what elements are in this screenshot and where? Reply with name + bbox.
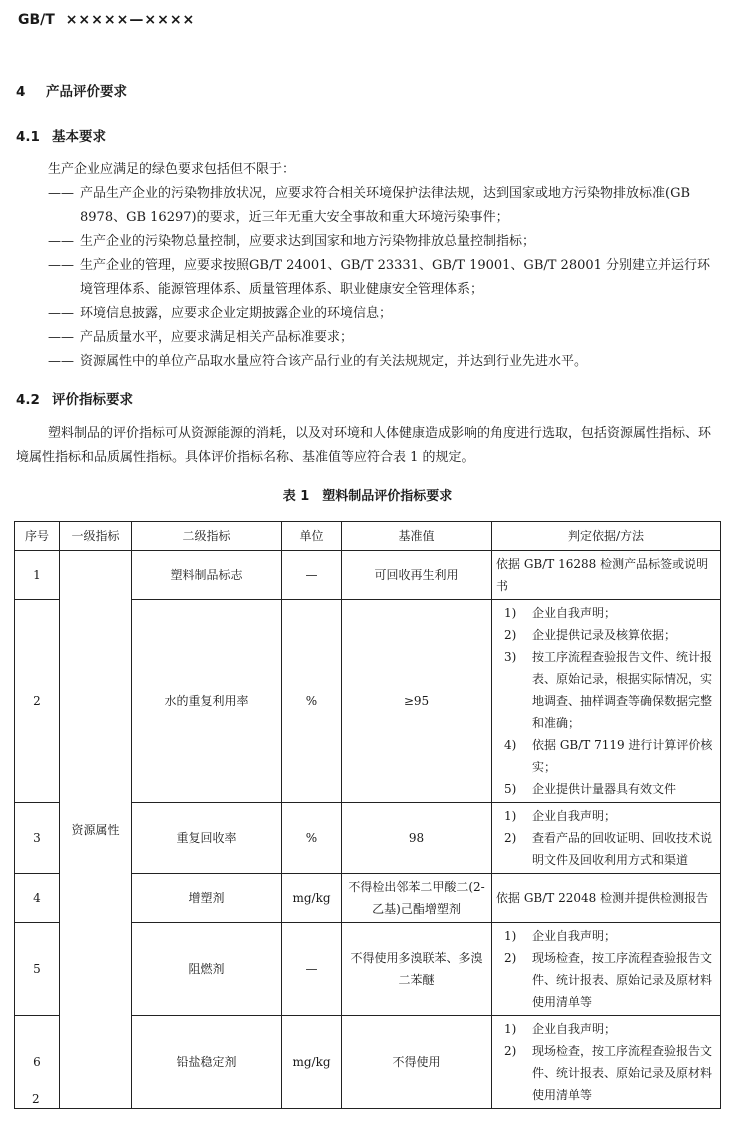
cell-value: 不得使用 [342, 1016, 492, 1109]
method-text: 企业自我声明； [532, 1022, 617, 1036]
section-title: 评价指标要求 [52, 392, 133, 408]
standard-code: ×××××—×××× [65, 12, 196, 28]
evaluation-paragraph: 塑料制品的评价指标可从资源能源的消耗，以及对环境和人体健康造成影响的角度进行选取，包括资源属性指标、环境属性指标和品质属性指标。具体评价指标名称、基准值等应符合表 1 的规定。 [16, 426, 712, 465]
cell-unit: — [282, 551, 342, 600]
page-header [18, 12, 195, 28]
basic-requirements [16, 158, 720, 374]
section-4-2-heading [16, 388, 133, 408]
header-no: 序号 [15, 522, 60, 551]
table-row [15, 551, 721, 600]
dash-marker: —— [48, 306, 74, 321]
method-item [496, 827, 716, 871]
table-header-row [15, 522, 721, 551]
table-caption: 表 1 塑料制品评价指标要求 [282, 489, 453, 504]
method-text: 企业自我声明； [532, 606, 617, 620]
requirement-text: 资源属性中的单位产品取水量应符合该产品行业的有关法规规定，并达到行业先进水平。 [80, 354, 588, 369]
header-level2: 二级指标 [132, 522, 282, 551]
cell-no: 2 [15, 600, 60, 803]
requirement-text: 产品质量水平，应要求满足相关产品标准要求； [80, 330, 354, 345]
cell-no: 1 [15, 551, 60, 600]
requirement-text: 产品生产企业的污染物排放状况，应要求符合相关环境保护法律法规，达到国家或地方污染物排放标准(GB 8978、GB 16297)的要求，近三年无重大安全事故和重大环境污染事件； [80, 186, 691, 225]
requirement-item [16, 230, 720, 254]
cell-unit: — [282, 923, 342, 1016]
dash-marker: —— [48, 354, 74, 369]
cell-name: 塑料制品标志 [132, 551, 282, 600]
section-4-1-heading [16, 125, 106, 145]
method-text: 现场检查，按工序流程查验报告文件、统计报表、原始记录及原材料使用清单等 [532, 951, 713, 1009]
requirement-text: 生产企业的管理，应要求按照GB/T 24001、GB/T 23331、GB/T 19001、GB/T 28001 分别建立并运行环境管理体系、能源管理体系、质量管理体系、职业健康安全管理体系； [80, 258, 711, 297]
cell-unit: % [282, 803, 342, 874]
method-number: 2) [504, 831, 517, 845]
cell-method [492, 1016, 721, 1109]
cell-unit: mg/kg [282, 874, 342, 923]
requirement-text: 生产企业的污染物总量控制，应要求达到国家和地方污染物排放总量控制指标； [80, 234, 536, 249]
cell-name: 铅盐稳定剂 [132, 1016, 282, 1109]
cell-name: 阻燃剂 [132, 923, 282, 1016]
header-unit: 单位 [282, 522, 342, 551]
cell-value: 可回收再生利用 [342, 551, 492, 600]
method-number: 4) [504, 738, 517, 752]
method-number: 2) [504, 951, 517, 965]
section-4-heading [16, 80, 127, 100]
cell-value: 不得检出邻苯二甲酸二(2-乙基)己酯增塑剂 [342, 874, 492, 923]
method-number: 1) [504, 606, 517, 620]
cell-level1-group: 资源属性 [60, 551, 132, 1109]
method-text: 现场检查，按工序流程查验报告文件、统计报表、原始记录及原材料使用清单等 [532, 1044, 713, 1102]
cell-unit: % [282, 600, 342, 803]
method-item [496, 734, 716, 778]
method-item [496, 947, 716, 1013]
dash-marker: —— [48, 258, 74, 273]
section-number: 4 [16, 84, 26, 100]
requirement-item [16, 350, 720, 374]
cell-value: 不得使用多溴联苯、多溴二苯醚 [342, 923, 492, 1016]
requirement-item [16, 326, 720, 350]
method-number: 3) [504, 650, 517, 664]
requirement-item [16, 182, 720, 230]
cell-value: ≥95 [342, 600, 492, 803]
header-level1: 一级指标 [60, 522, 132, 551]
method-number: 2) [504, 628, 517, 642]
cell-name: 增塑剂 [132, 874, 282, 923]
method-text: 企业自我声明； [532, 929, 617, 943]
method-item [496, 624, 716, 646]
method-item [496, 1018, 716, 1040]
standard-prefix: GB/T [18, 12, 55, 28]
method-text: 查看产品的回收证明、回收技术说明文件及回收利用方式和渠道 [532, 831, 713, 867]
method-number: 1) [504, 809, 517, 823]
section-number: 4.1 [16, 129, 40, 145]
evaluation-paragraph-block [16, 422, 720, 470]
section-title: 产品评价要求 [46, 84, 127, 100]
cell-method [492, 923, 721, 1016]
cell-no: 4 [15, 874, 60, 923]
evaluation-table [14, 521, 721, 1109]
cell-no: 3 [15, 803, 60, 874]
method-text: 企业提供计量器具有效文件 [532, 782, 677, 796]
requirement-item [16, 254, 720, 302]
cell-method: 依据 GB/T 22048 检测并提供检测报告 [492, 874, 721, 923]
method-item [496, 646, 716, 734]
method-number: 5) [504, 782, 517, 796]
section-title: 基本要求 [52, 129, 106, 145]
section-number: 4.2 [16, 392, 40, 408]
cell-unit: mg/kg [282, 1016, 342, 1109]
cell-method [492, 803, 721, 874]
method-text: 企业提供记录及核算依据； [532, 628, 677, 642]
page-number: 2 [32, 1092, 40, 1106]
cell-value: 98 [342, 803, 492, 874]
method-text: 按工序流程查验报告文件、统计报表、原始记录，根据实际情况，实地调查、抽样调查等确保数据完整和准确； [532, 650, 713, 730]
method-number: 1) [504, 929, 517, 943]
method-number: 2) [504, 1044, 517, 1058]
dash-marker: —— [48, 186, 74, 201]
method-item [496, 602, 716, 624]
cell-method [492, 600, 721, 803]
method-item [496, 1040, 716, 1106]
method-text: 企业自我声明； [532, 809, 617, 823]
intro-paragraph: 生产企业应满足的绿色要求包括但不限于： [48, 162, 296, 177]
method-number: 1) [504, 1022, 517, 1036]
header-baseline: 基准值 [342, 522, 492, 551]
header-method: 判定依据/方法 [492, 522, 721, 551]
method-item [496, 805, 716, 827]
cell-name: 水的重复利用率 [132, 600, 282, 803]
dash-marker: —— [48, 330, 74, 345]
requirement-text: 环境信息披露，应要求企业定期披露企业的环境信息； [80, 306, 393, 321]
method-text: 依据 GB/T 7119 进行计算评价核实； [532, 738, 713, 774]
requirement-item [16, 302, 720, 326]
cell-name: 重复回收率 [132, 803, 282, 874]
method-item [496, 778, 716, 800]
method-item [496, 925, 716, 947]
cell-no: 6 [15, 1016, 60, 1109]
dash-marker: —— [48, 234, 74, 249]
cell-method: 依据 GB/T 16288 检测产品标签或说明书 [492, 551, 721, 600]
cell-no: 5 [15, 923, 60, 1016]
